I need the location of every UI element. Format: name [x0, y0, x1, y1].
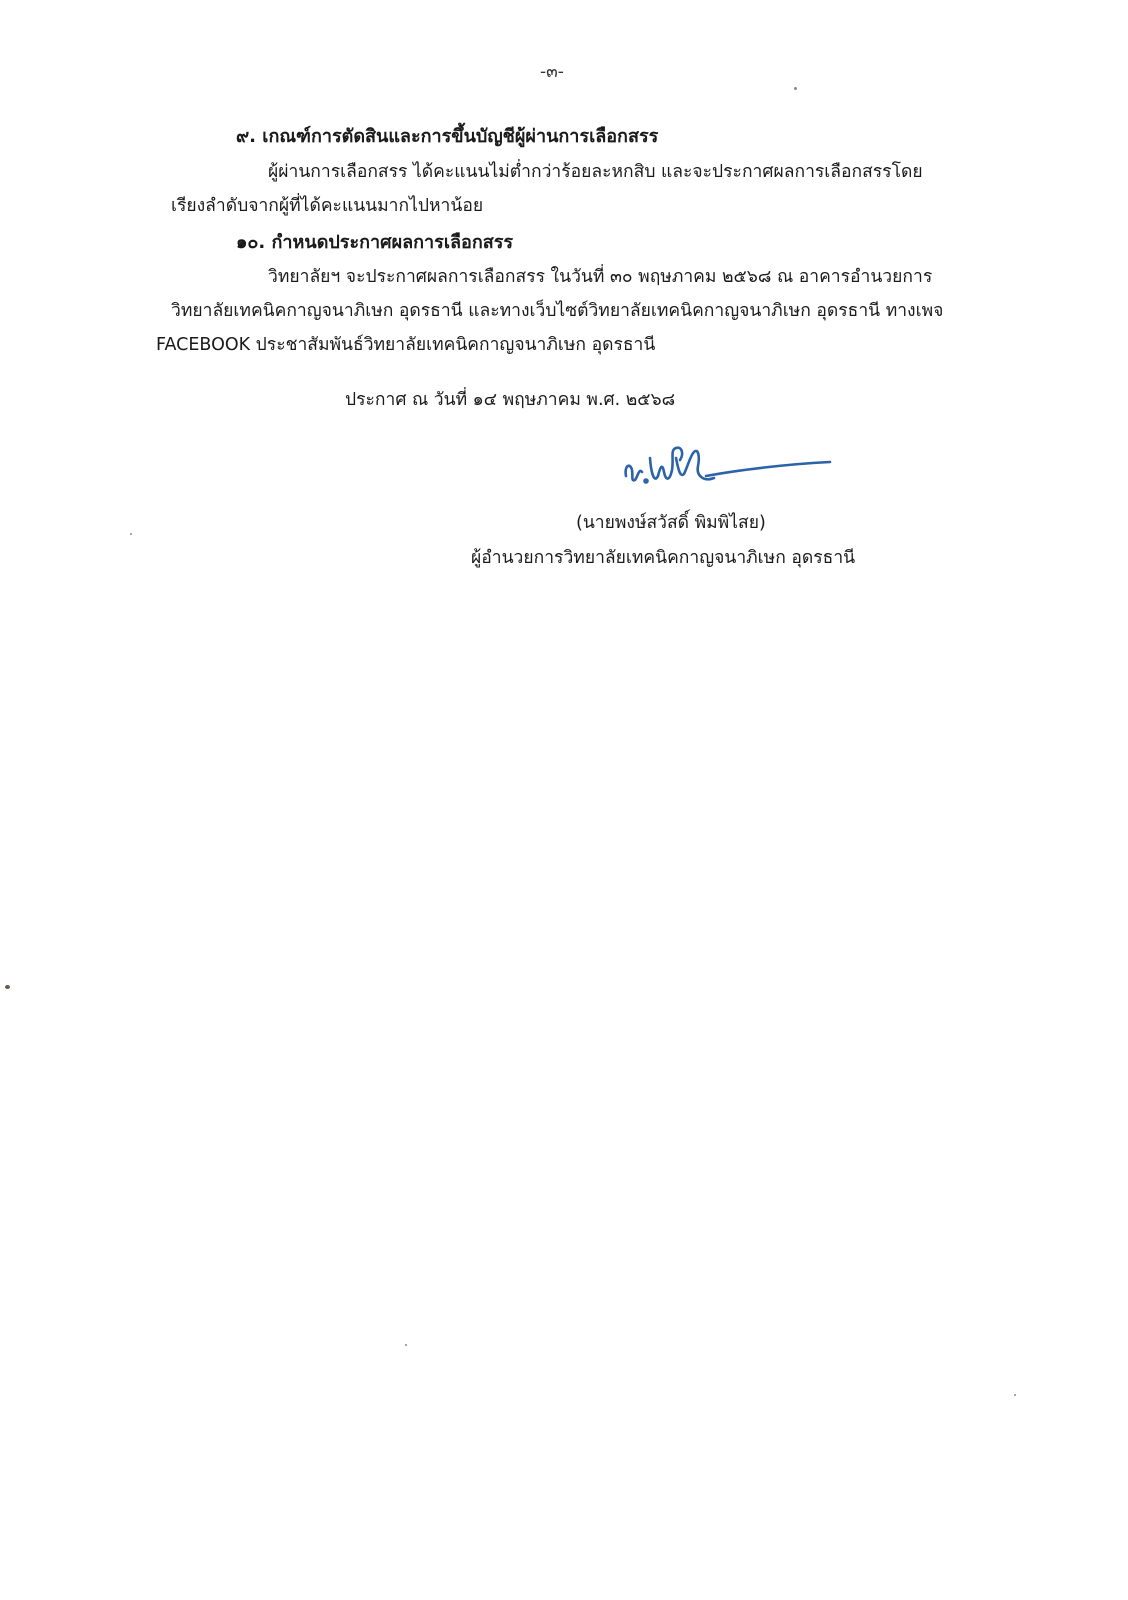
- scan-speck: [405, 1344, 407, 1346]
- section-10-line-1: วิทยาลัยฯ จะประกาศผลการเลือกสรร ในวันที่ ๓๐ พฤษภาคม ๒๕๖๘ ณ อาคารอำนวยการ: [268, 267, 933, 287]
- announcement-date: ประกาศ ณ วันที่ ๑๔ พฤษภาคม พ.ศ. ๒๕๖๘: [345, 390, 676, 410]
- signer-title: ผู้อำนวยการวิทยาลัยเทคนิคกาญจนาภิเษก อุดรธานี: [471, 548, 856, 568]
- section-9-line-1: ผู้ผ่านการเลือกสรร ได้คะแนนไม่ต่ำกว่าร้อยละหกสิบ และจะประกาศผลการเลือกสรรโดย: [268, 162, 923, 182]
- page-number: -๓-: [540, 62, 564, 82]
- handwritten-signature: [618, 436, 848, 506]
- scan-speck: [1014, 1394, 1016, 1396]
- section-9-heading: ๙. เกณฑ์การตัดสินและการขึ้นบัญชีผู้ผ่านการเลือกสรร: [236, 126, 659, 147]
- scan-speck: [794, 87, 797, 90]
- section-10-heading: ๑๐. กำหนดประกาศผลการเลือกสรร: [236, 232, 514, 253]
- scan-speck: [5, 985, 10, 989]
- section-10-line-2: วิทยาลัยเทคนิคกาญจนาภิเษก อุดรธานี และทางเว็บไซต์วิทยาลัยเทคนิคกาญจนาภิเษก อุดรธานี ทางเพจ: [171, 301, 944, 321]
- section-10-line-3: FACEBOOK ประชาสัมพันธ์วิทยาลัยเทคนิคกาญจนาภิเษก อุดรธานี: [156, 335, 656, 355]
- scan-speck: [130, 533, 132, 535]
- section-9-line-2: เรียงลำดับจากผู้ที่ได้คะแนนมากไปหาน้อย: [171, 196, 484, 216]
- signer-name: (นายพงษ์สวัสดิ์ พิมพิไสย): [576, 513, 766, 533]
